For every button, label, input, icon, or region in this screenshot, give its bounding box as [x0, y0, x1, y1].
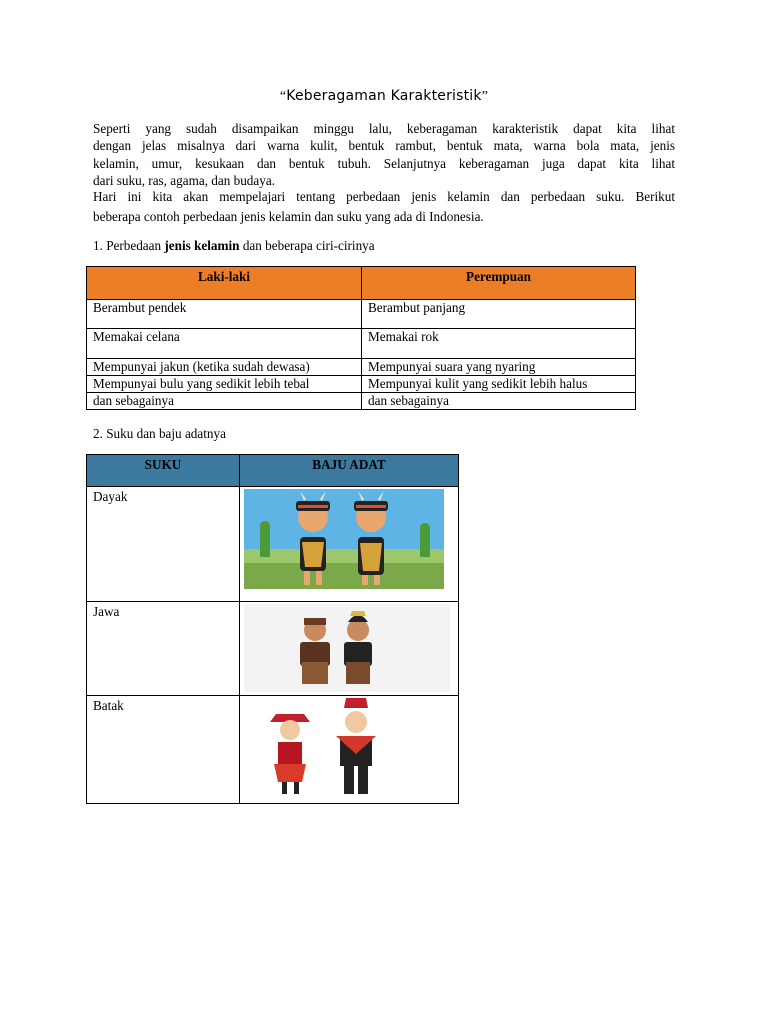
column-header-male: Laki-laki [87, 267, 362, 300]
table-cell: Memakai celana [87, 329, 362, 359]
table-cell: Mempunyai suara yang nyaring [362, 359, 636, 376]
table-cell: Berambut pendek [87, 300, 362, 329]
table-header-row [87, 455, 459, 487]
table-row [87, 376, 636, 393]
jawa-costume-illustration [240, 602, 458, 695]
gender-differences-table [86, 266, 636, 410]
table-row [87, 487, 459, 602]
costume-cell [240, 487, 459, 602]
paragraph-line: Hari ini kita akan mempelajari tentang perbedaan jenis kelamin dan perbedaan suku. Berikut [93, 189, 675, 204]
batak-costume-illustration [240, 696, 458, 803]
section-bold: jenis kelamin [164, 238, 240, 253]
title-text: Keberagaman Karakteristik [286, 88, 482, 104]
purpose-paragraph [93, 187, 675, 227]
table-cell: Memakai rok [362, 329, 636, 359]
paragraph-line: dengan jelas misalnya dari warna kulit, bentuk rambut, bentuk mata, warna bola mata, jenis [93, 138, 675, 154]
paragraph-line: beberapa contoh perbedaan jenis kelamin dan suku yang ada di Indonesia. [93, 209, 484, 224]
intro-paragraph [93, 120, 675, 190]
paragraph-line: dari suku, ras, agama, dan budaya. [93, 173, 275, 189]
document-title [0, 88, 768, 105]
table-cell: Mempunyai kulit yang sedikit lebih halus [362, 376, 636, 393]
ethnic-costume-table [86, 454, 459, 804]
costume-cell [240, 696, 459, 804]
column-header-suku: SUKU [87, 455, 240, 487]
table-header-row [87, 267, 636, 300]
section-heading-ethnic: 2. Suku dan baju adatnya [93, 426, 226, 441]
table-cell: dan sebagainya [87, 393, 362, 410]
table-cell: Mempunyai bulu yang sedikit lebih tebal [87, 376, 362, 393]
suku-cell: Batak [87, 696, 240, 804]
paragraph-line: Seperti yang sudah disampaikan minggu lalu, keberagaman karakteristik dapat kita lihat [93, 121, 675, 136]
costume-cell [240, 602, 459, 696]
section-suffix: dan beberapa ciri-cirinya [239, 238, 375, 253]
section-heading-gender [93, 238, 375, 254]
table-cell: Mempunyai jakun (ketika sudah dewasa) [87, 359, 362, 376]
dayak-costume-illustration [240, 487, 458, 601]
table-row [87, 602, 459, 696]
table-row [87, 300, 636, 329]
title-open-quote: “ [279, 89, 287, 104]
suku-cell: Jawa [87, 602, 240, 696]
table-row [87, 359, 636, 376]
table-cell: dan sebagainya [362, 393, 636, 410]
table-row [87, 393, 636, 410]
table-row [87, 696, 459, 804]
table-row [87, 329, 636, 359]
paragraph-line: kelamin, umur, kesukaan dan bentuk tubuh. Selanjutnya keberagaman juga dapat kita lihat [93, 155, 675, 171]
table-cell: Berambut panjang [362, 300, 636, 329]
column-header-baju-adat: BAJU ADAT [240, 455, 459, 487]
title-close-quote: ” [481, 89, 489, 104]
suku-cell: Dayak [87, 487, 240, 602]
section-prefix: 1. Perbedaan [93, 238, 165, 253]
column-header-female: Perempuan [362, 267, 636, 300]
